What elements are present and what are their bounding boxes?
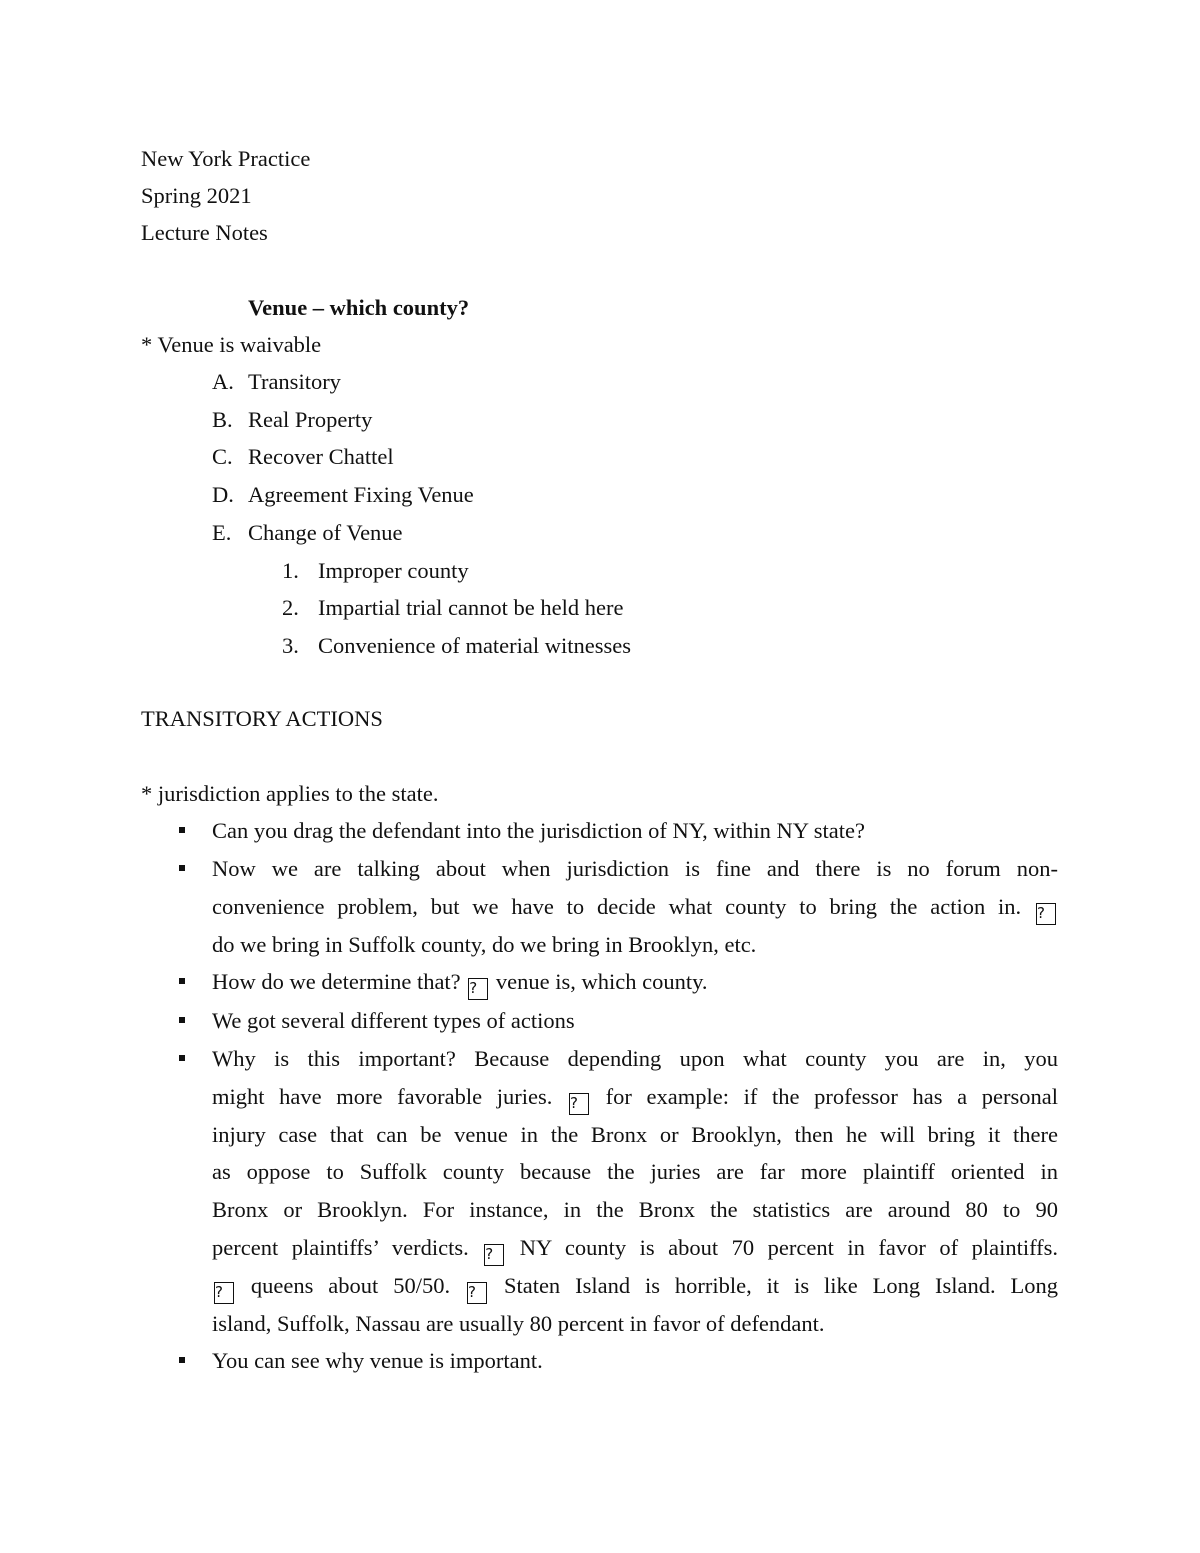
bullet-text: How do we determine that? ? venue is, which county. [212,963,1058,1001]
suboutline-text: Impartial trial cannot be held here [318,595,624,620]
section-title: Venue – which county? [248,295,470,320]
outline-text: Transitory [248,369,341,394]
suboutline-text: Improper county [318,558,469,583]
outline-marker: A. [212,369,234,394]
outline-marker: D. [212,482,234,507]
outline-text: Change of Venue [248,520,403,545]
unknown-glyph-icon: ? [214,1282,234,1304]
bullet-square-icon [179,865,185,871]
term-label: Spring 2021 [141,183,252,208]
bullet-text: Now we are talking about when jurisdiction is fine and there is no forum non- convenience problem, but we have to decide what county to bring the action in. ? do we bring in Suffolk county, do we bring in Brooklyn, etc. [212,856,1058,957]
bullet-square-icon [179,827,185,833]
outline-marker: E. [212,520,232,545]
outline-text: Recover Chattel [248,444,394,469]
transitory-heading: TRANSITORY ACTIONS [141,706,383,731]
outline-marker: B. [212,407,233,432]
outline-text: Agreement Fixing Venue [248,482,474,507]
suboutline-text: Convenience of material witnesses [318,633,632,658]
bullet-text: Can you drag the defendant into the jurisdiction of NY, within NY state? [212,818,865,843]
bullet-text: We got several different types of actions [212,1008,575,1033]
outline-text: Real Property [248,407,373,432]
bullet-square-icon [179,1055,185,1061]
doc-type-label: Lecture Notes [141,220,268,245]
unknown-glyph-icon: ? [468,978,488,1000]
bullet-text: You can see why venue is important. [212,1348,543,1373]
waivable-note: * Venue is waivable [141,332,322,357]
unknown-glyph-icon: ? [467,1282,487,1304]
suboutline-marker: 1. [282,558,299,583]
course-title: New York Practice [141,146,311,171]
unknown-glyph-icon: ? [569,1093,589,1115]
unknown-glyph-icon: ? [484,1244,504,1266]
outline-marker: C. [212,444,233,469]
bullet-square-icon [179,1017,185,1023]
bullet-square-icon [179,978,185,984]
unknown-glyph-icon: ? [1036,903,1056,925]
suboutline-marker: 3. [282,633,299,658]
suboutline-marker: 2. [282,595,299,620]
jurisdiction-note: * jurisdiction applies to the state. [141,781,439,806]
bullet-text: Why is this important? Because depending upon what county you are in, you might have more favorable juries. ? for example: if the professor has a personal injury case that can be venue in the Bronx or Brooklyn, then he will bring it there as oppose to Suffolk county because the juries are far more plaintiff oriented in Bronx or Brooklyn. For instance, in the Bronx the statistics are around 80 to 90 percent plaintiffs’ verdicts. ? NY county is about 70 percent in favor of plaintiffs. ? queens about 50/50. ? Staten Island is horrible, it is like Long Island. Long island, Suffolk, Nassau are usually 80 percent in favor of defendant. [212,1046,1059,1336]
bullet-square-icon [179,1357,185,1363]
